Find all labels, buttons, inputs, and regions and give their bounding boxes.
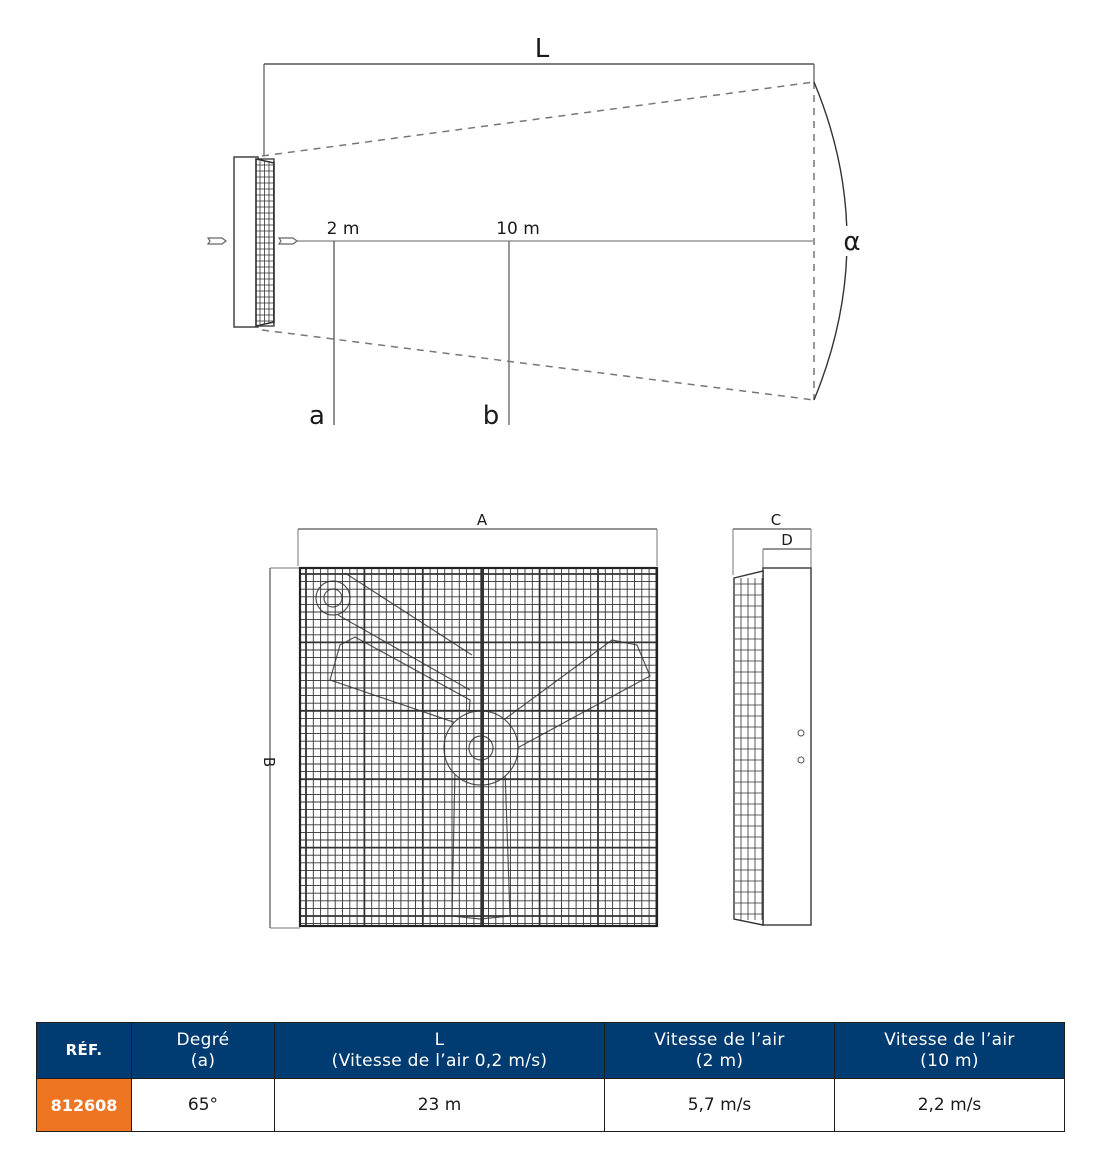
- distance-label-2m: 2 m: [326, 219, 360, 239]
- header-degree-line2: (a): [190, 1050, 216, 1071]
- header-speed-10m-line2: (10 m): [920, 1050, 979, 1071]
- cell-ref: 812608: [37, 1079, 132, 1132]
- dimension-a-label: A: [476, 511, 488, 529]
- header-degree: [132, 1023, 275, 1079]
- header-speed-2m-line1: Vitesse de l’air: [654, 1029, 785, 1050]
- header-speed-2m-line2: (2 m): [695, 1050, 744, 1071]
- table-header-row: [37, 1023, 1065, 1079]
- marker-b-label: b: [482, 401, 500, 431]
- length-label: L: [534, 34, 550, 64]
- header-length-line1: L: [434, 1029, 445, 1050]
- header-speed-10m: [835, 1023, 1065, 1079]
- cell-length: 23 m: [275, 1079, 605, 1132]
- header-degree-line1: Degré: [176, 1029, 230, 1050]
- cell-speed-2m: 5,7 m/s: [605, 1079, 835, 1132]
- header-speed-10m-line1: Vitesse de l’air: [884, 1029, 1015, 1050]
- header-ref-text: RÉF.: [65, 1041, 103, 1059]
- cell-speed-10m: 2,2 m/s: [835, 1079, 1065, 1132]
- marker-a-label: a: [309, 401, 325, 431]
- table-row: [37, 1079, 1065, 1132]
- dimension-c-label: C: [770, 511, 782, 529]
- angle-label: α: [843, 227, 861, 257]
- header-length-line2: (Vitesse de l’air 0,2 m/s): [331, 1050, 548, 1071]
- distance-label-10m: 10 m: [496, 219, 540, 239]
- header-ref: [37, 1023, 132, 1079]
- header-length: [275, 1023, 605, 1079]
- dimension-b-label: B: [260, 756, 278, 768]
- fan-front-view: [260, 511, 657, 928]
- cell-degree: 65°: [132, 1079, 275, 1132]
- fan-side-view: [733, 511, 811, 925]
- spec-table: [36, 1022, 1065, 1132]
- header-speed-2m: [605, 1023, 835, 1079]
- dimension-d-label: D: [781, 531, 793, 549]
